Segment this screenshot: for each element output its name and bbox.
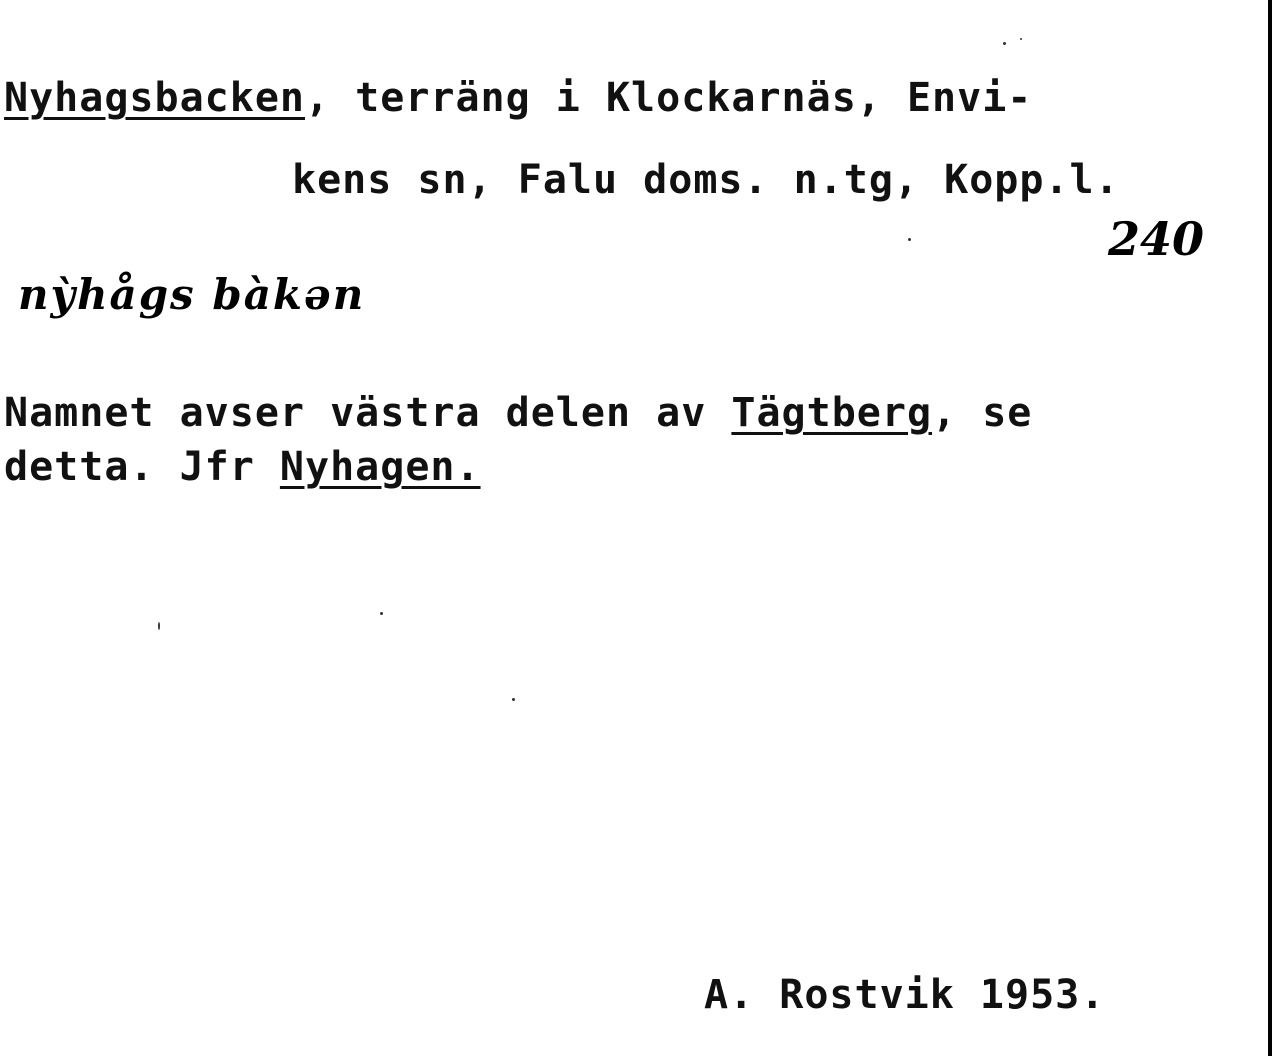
scan-speck — [158, 622, 160, 630]
signature: A. Rostvik 1953. — [704, 972, 1106, 1018]
body-text-3: detta. Jfr — [4, 444, 280, 490]
cross-reference-tagtberg: Tägtberg — [731, 390, 933, 436]
body-line-1 — [4, 390, 1033, 436]
body-line-2 — [4, 444, 481, 490]
scan-speck — [1003, 42, 1006, 45]
body-text-2: , se — [932, 390, 1033, 436]
scan-speck — [1020, 38, 1022, 40]
body-text-1: Namnet avser västra delen av — [4, 390, 732, 436]
entry-line-1-rest: , terräng i Klockarnäs, Envi- — [304, 75, 1033, 121]
cross-reference-nyhagen: Nyhagen. — [279, 444, 481, 490]
scan-speck — [380, 612, 383, 615]
entry-line-1 — [4, 75, 1033, 121]
entry-line-2: kens sn, Falu doms. n.tg, Kopp.l. — [292, 157, 1120, 203]
handwritten-number: 240 — [1108, 212, 1205, 266]
scan-speck — [512, 698, 515, 701]
card-edge — [1268, 0, 1272, 1056]
headword: Nyhagsbacken — [4, 75, 305, 121]
scan-speck — [908, 238, 911, 241]
pronunciation: nỳhågs bàkən — [18, 270, 366, 319]
